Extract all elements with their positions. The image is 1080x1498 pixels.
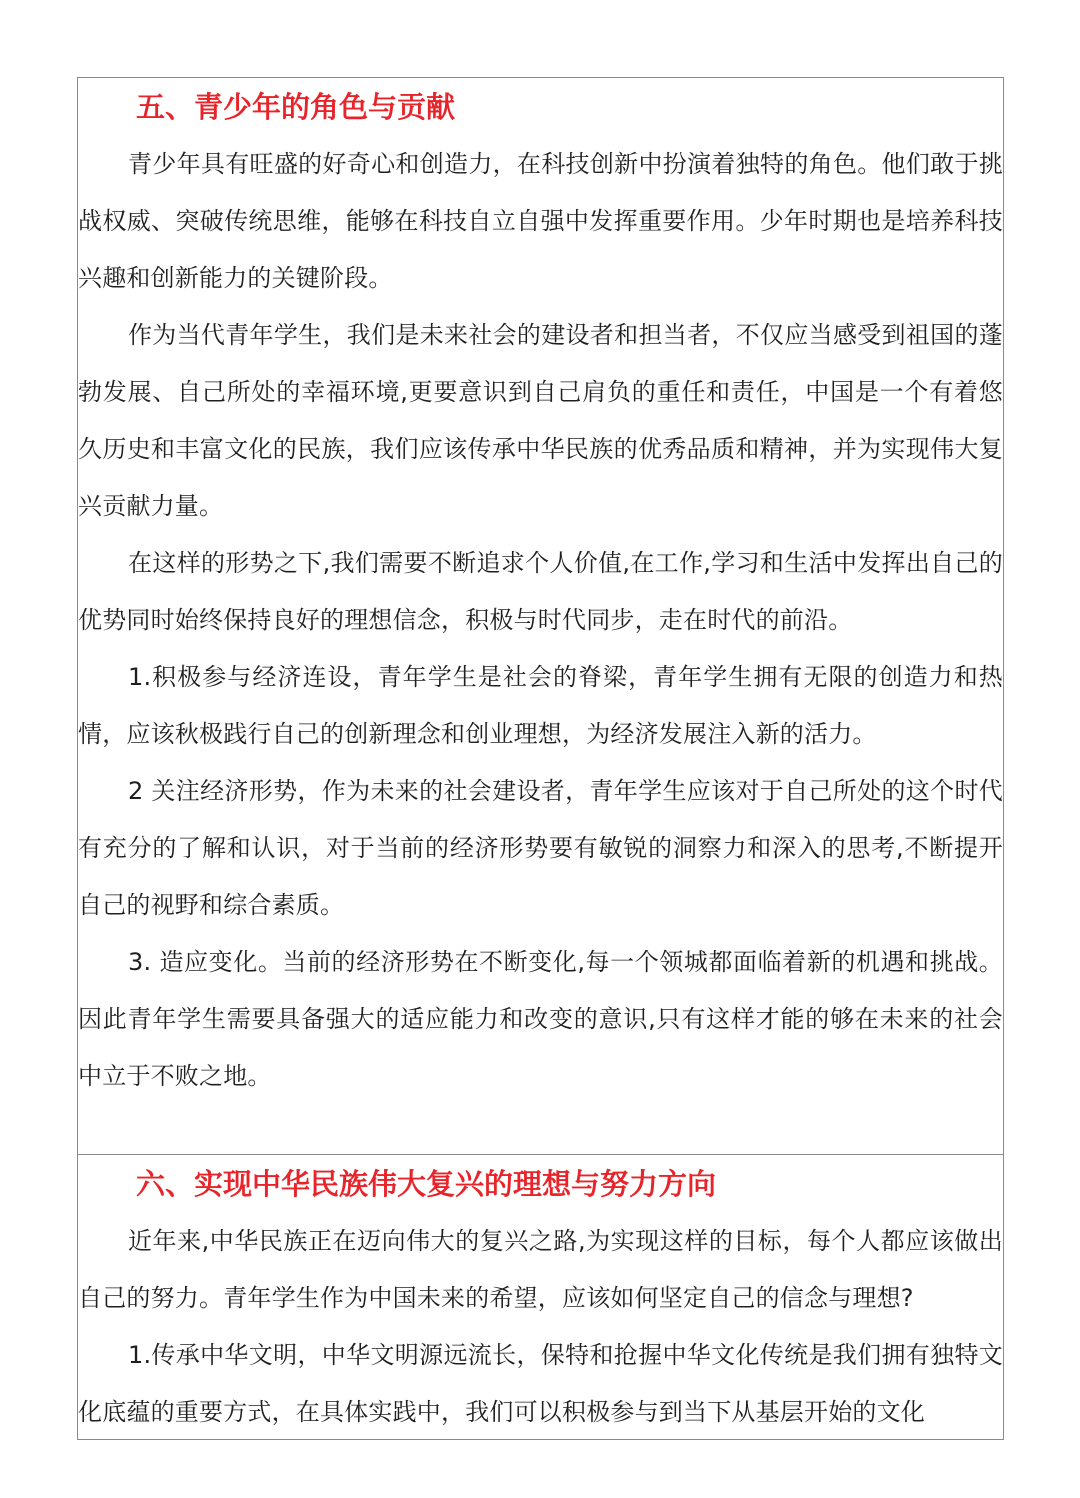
section-5-list-item: 1.积极参与经济连设，青年学生是社会的脊梁，青年学生拥有无限的创造力和热情，应该秋极践行自己的创新理念和创业理想，为经济发展注入新的活力。 xyxy=(78,663,1003,748)
section-5-cell xyxy=(77,77,1004,1155)
section-5-list-item: 3. 造应变化。当前的经济形势在不断变化,每一个领城都面临着新的机遇和挑战。因此青年学生需要具备强大的适应能力和改变的意识,只有这样才能的够在未来的社会中立于不败之地。 xyxy=(78,948,1003,1090)
section-6-list-item: 1.传承中华文明，中华文明源远流长，保特和抢握中华文化传统是我们拥有独特文化底蕴的重要方式，在具体实践中，我们可以积极参与到当下从基层开始的文化 xyxy=(78,1341,1003,1426)
section-5-paragraph: 作为当代青年学生，我们是未来社会的建设者和担当者，不仅应当感受到祖国的蓬勃发展、自己所处的幸福环境,更要意识到自己肩负的重任和责任，中国是一个有着悠久历史和丰富文化的民族，我们应该传承中华民族的优秀品质和精神，并为实现伟大复兴贡献力量。 xyxy=(78,321,1003,520)
section-5-list-item: 2 关注经济形势，作为未来的社会建设者，青年学生应该对于自己所处的这个时代有充分的了解和认识，对于当前的经济形势要有敏锐的洞察力和深入的思考,不断提开自己的视野和综合素质。 xyxy=(78,777,1003,919)
section-5-paragraph: 在这样的形势之下,我们需要不断追求个人价值,在工作,学习和生活中发挥出自己的优势同时始终保持良好的理想信念，积极与时代同步，走在时代的前沿。 xyxy=(78,549,1003,634)
section-5-title: 五、青少年的角色与贡献 xyxy=(136,90,456,124)
section-6-title: 六、实现中华民族伟大复兴的理想与努力方向 xyxy=(136,1167,717,1201)
section-6-cell xyxy=(77,1154,1004,1440)
section-5-paragraph: 青少年具有旺盛的好奇心和创造力，在科技创新中扮演着独特的角色。他们敢于挑战权威、突破传统思维，能够在科技自立自强中发挥重要作用。少年时期也是培养科技兴趣和创新能力的关键阶段。 xyxy=(78,150,1003,292)
section-6-paragraph: 近年来,中华民族正在迈向伟大的复兴之路,为实现这样的目标，每个人都应该做出自己的努力。青年学生作为中国未来的希望，应该如何坚定自己的信念与理想? xyxy=(78,1227,1003,1312)
